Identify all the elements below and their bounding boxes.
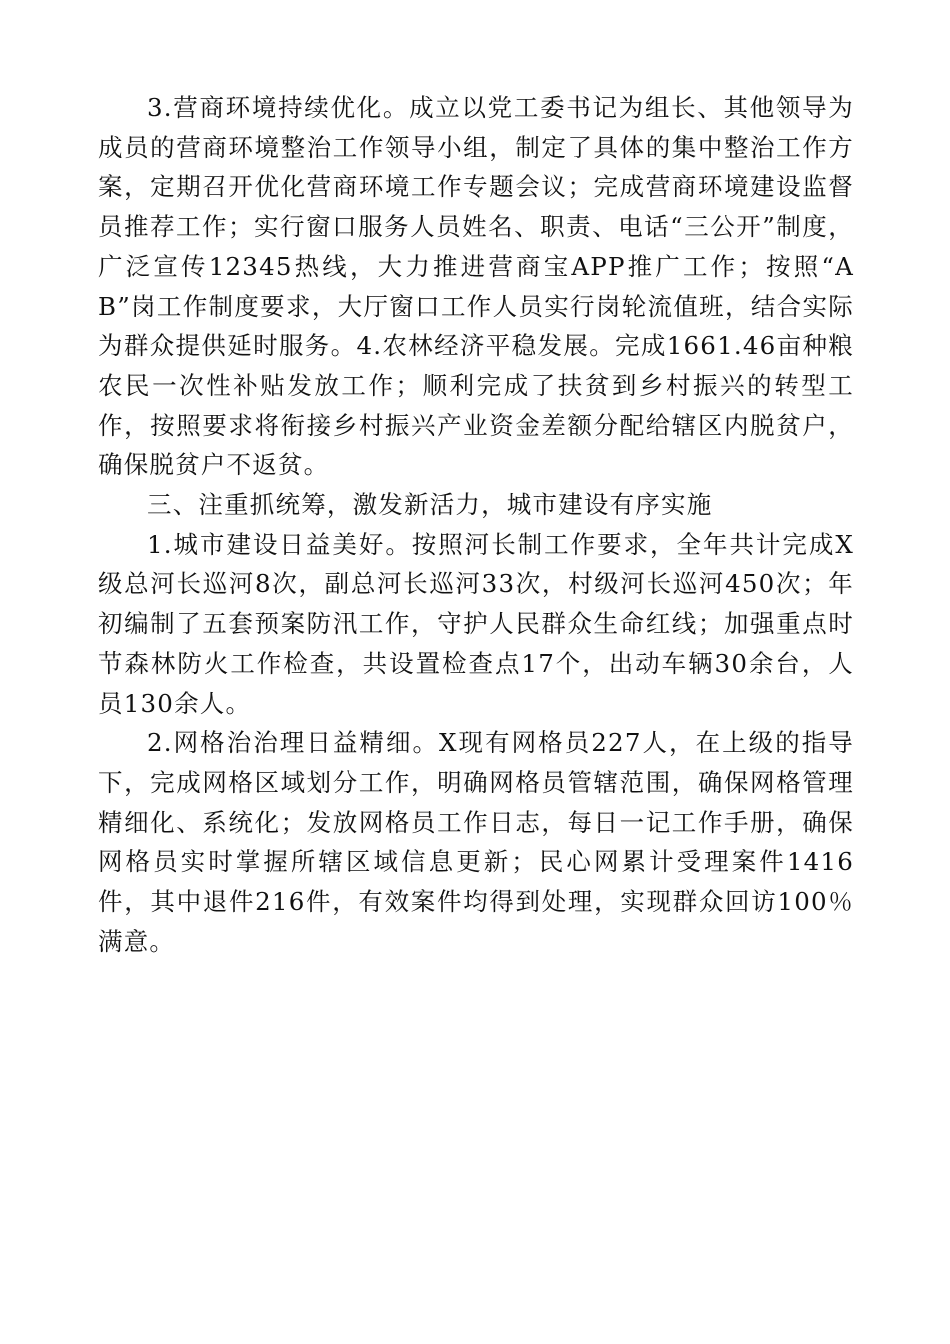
paragraph-grid-governance: 2.网格治治理日益精细。X现有网格员227人，在上级的指导下，完成网格区域划分工作，明确网格员管辖范围，确保网格管理精细化、系统化；发放网格员工作日志，每日一记工作手册，确保网格员实时掌握所辖区域信息更新；民心网累计受理案件1416件，其中退件216件，有效案件均得到处理，实现群众回访100％满意。 xyxy=(98,728,854,956)
paragraph-business-environment: 3.营商环境持续优化。成立以党工委书记为组长、其他领导为成员的营商环境整治工作领导小组，制定了具体的集中整治工作方案，定期召开优化营商环境工作专题会议；完成营商环境建设监督员推荐工作；实行窗口服务人员姓名、职责、电话“三公开”制度，广泛宣传12345热线，大力推进营商宝APP推广工作；按照“AB”岗工作制度要求，大厅窗口工作人员实行岗轮流值班，结合实际为群众提供延时服务。4.农林经济平稳发展。完成1661.46亩种粮农民一次性补贴发放工作；顺利完成了扶贫到乡村振兴的转型工作，按照要求将衔接乡村振兴产业资金差额分配给辖区内脱贫户，确保脱贫户不返贫。 xyxy=(98,93,854,480)
paragraph-urban-construction: 1.城市建设日益美好。按照河长制工作要求，全年共计完成X级总河长巡河8次，副总河长巡河33次，村级河长巡河450次；年初编制了五套预案防汛工作，守护人民群众生命红线；加强重点时节森林防火工作检查，共设置检查点17个，出动车辆30余台，人员130余人。 xyxy=(98,529,854,718)
section-heading-urban-construction: 三、注重抓统筹，激发新活力，城市建设有序实施 xyxy=(147,490,713,520)
document-body xyxy=(98,88,854,961)
